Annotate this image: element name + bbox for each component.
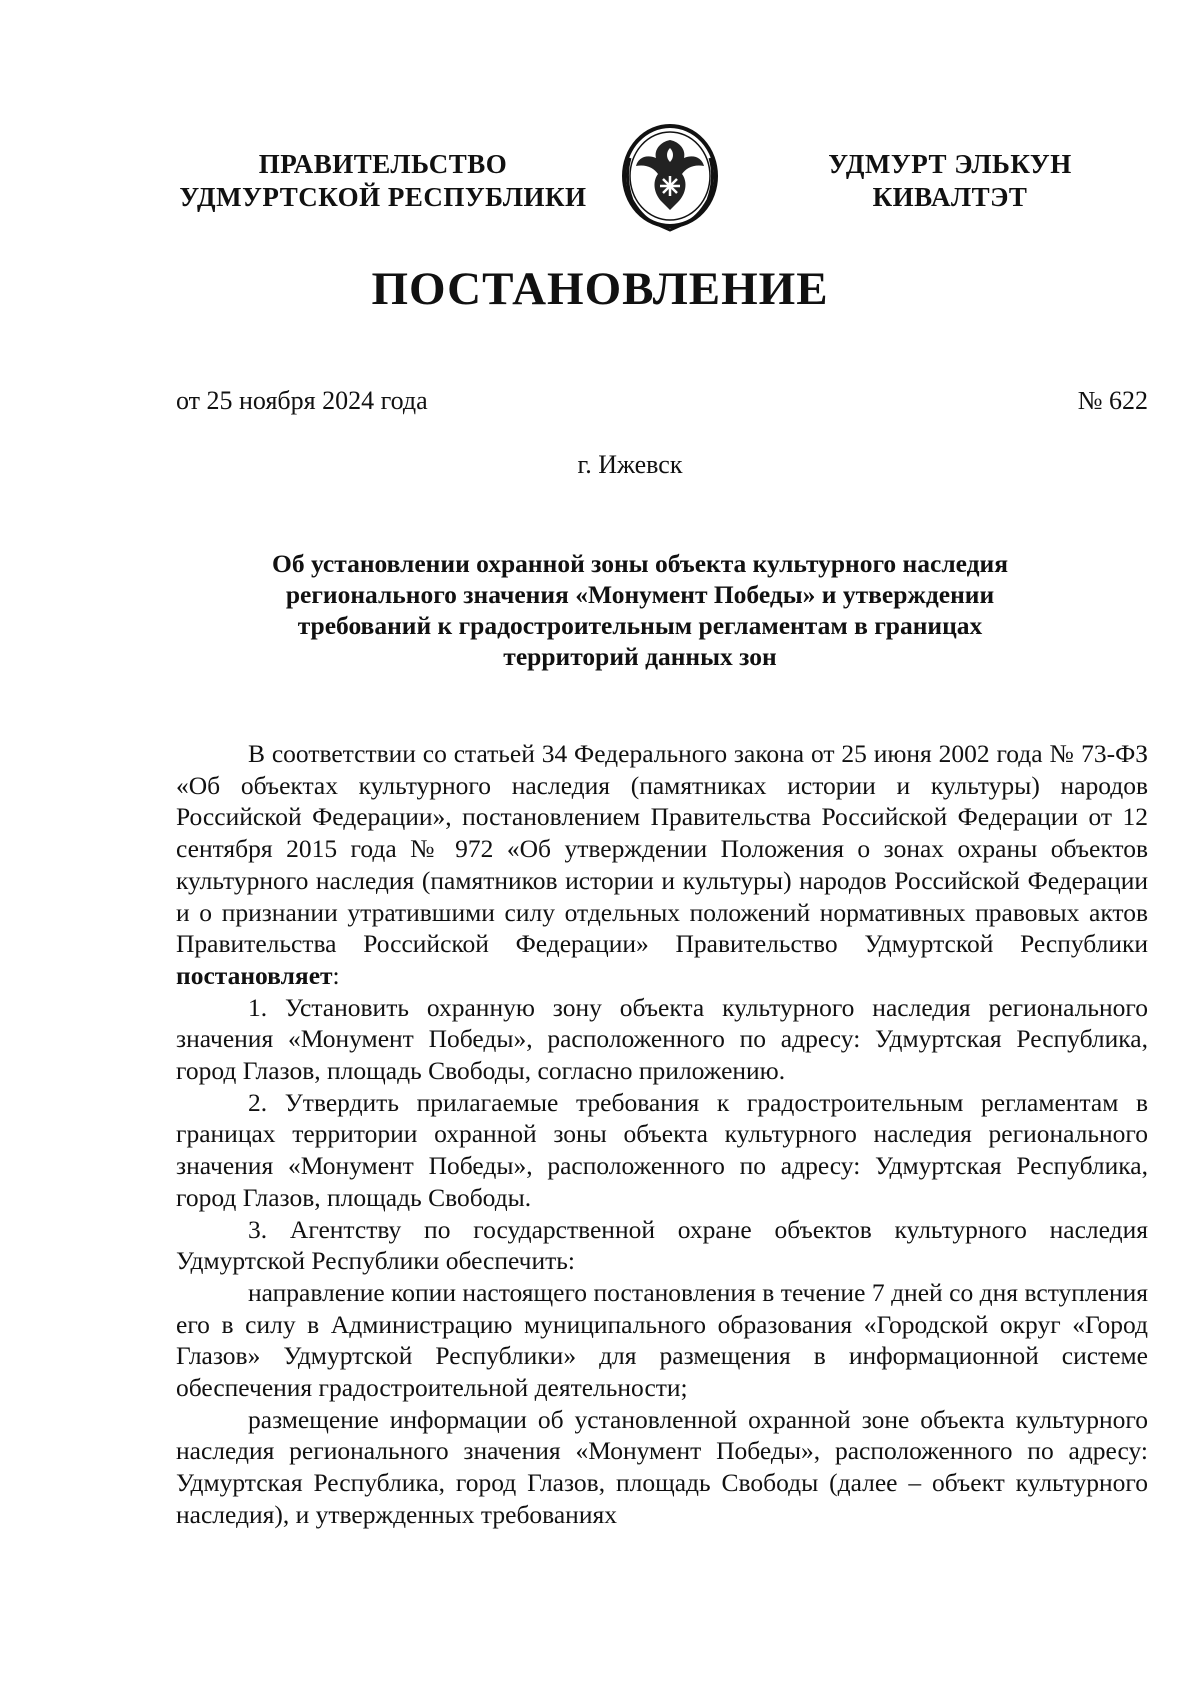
title-line: Об установлении охранной зоны объекта культурного наследия — [271, 549, 1008, 578]
issuer-udmurt-line1: УДМУРТ ЭЛЬКУН — [828, 149, 1072, 179]
document-body — [176, 738, 1148, 1531]
coat-of-arms-icon — [616, 118, 724, 238]
item-3-paragraph: 3. Агентству по государственной охране объектов культурного наследия Удмуртской Республики обеспечить: — [176, 1214, 1148, 1276]
document-number: № 622 — [1077, 386, 1148, 415]
issuer-russian — [168, 148, 598, 214]
title-line: территорий данных зон — [503, 642, 777, 671]
item-2-paragraph: 2. Утвердить прилагаемые требования к градостроительным регламентам в границах территории охранной зоны объекта культурного наследия регионального значения «Монумент Победы», расположенного по адресу: Удмуртская Республика, город Глазов, площадь Свободы. — [176, 1087, 1148, 1212]
issuer-russian-line1: ПРАВИТЕЛЬСТВО — [258, 149, 508, 179]
issuer-udmurt-line2: КИВАЛТЭТ — [872, 182, 1028, 212]
resolves-colon: : — [332, 960, 340, 990]
document-title — [200, 548, 1080, 672]
document-city: г. Ижевск — [577, 450, 683, 479]
title-line: регионального значения «Монумент Победы» и утверждении — [285, 580, 995, 609]
title-line: требований к градостроительным регламентам в границах — [297, 611, 983, 640]
document-date: от 25 ноября 2024 года — [176, 386, 428, 415]
preamble-paragraph — [176, 738, 1148, 992]
document-type-heading: ПОСТАНОВЛЕНИЕ — [371, 263, 829, 315]
item-3b-paragraph: размещение информации об установленной охранной зоне объекта культурного наследия регионального значения «Монумент Победы», расположенного по адресу: Удмуртская Республика, город Глазов, площадь Свободы (далее – объект культурного наследия), и утвержденных требованиях — [176, 1404, 1148, 1529]
item-1-paragraph: 1. Установить охранную зону объекта культурного наследия регионального значения «Монумент Победы», расположенного по адресу: Удмуртская Республика, город Глазов, площадь Свободы, согласно приложению. — [176, 992, 1148, 1086]
preamble-text: В соответствии со статьей 34 Федерального закона от 25 июня 2002 года № 73-ФЗ «Об объектах культурного наследия (памятниках истории и культуры) народов Российской Федерации», постановлением Правительства Российской Федерации от 12 сентября 2015 года № 972 «Об утверждении Положения о зонах охраны объектов культурного наследия (памятников истории и культуры) народов Российской Федерации и о признании утратившими силу отдельных положений нормативных правовых актов Правительства Российской Федерации» Правительство Удмуртской Республики — [176, 739, 1148, 959]
issuer-russian-line2: УДМУРТСКОЙ РЕСПУБЛИКИ — [179, 182, 587, 212]
issuer-udmurt — [790, 148, 1110, 214]
item-3a-paragraph: направление копии настоящего постановления в течение 7 дней со дня вступления его в силу в Администрацию муниципального образования «Городской округ «Город Глазов» Удмуртской Республики» для размещения в информационной системе обеспечения градостроительной деятельности; — [176, 1277, 1148, 1403]
resolves-keyword: постановляет — [176, 960, 333, 990]
